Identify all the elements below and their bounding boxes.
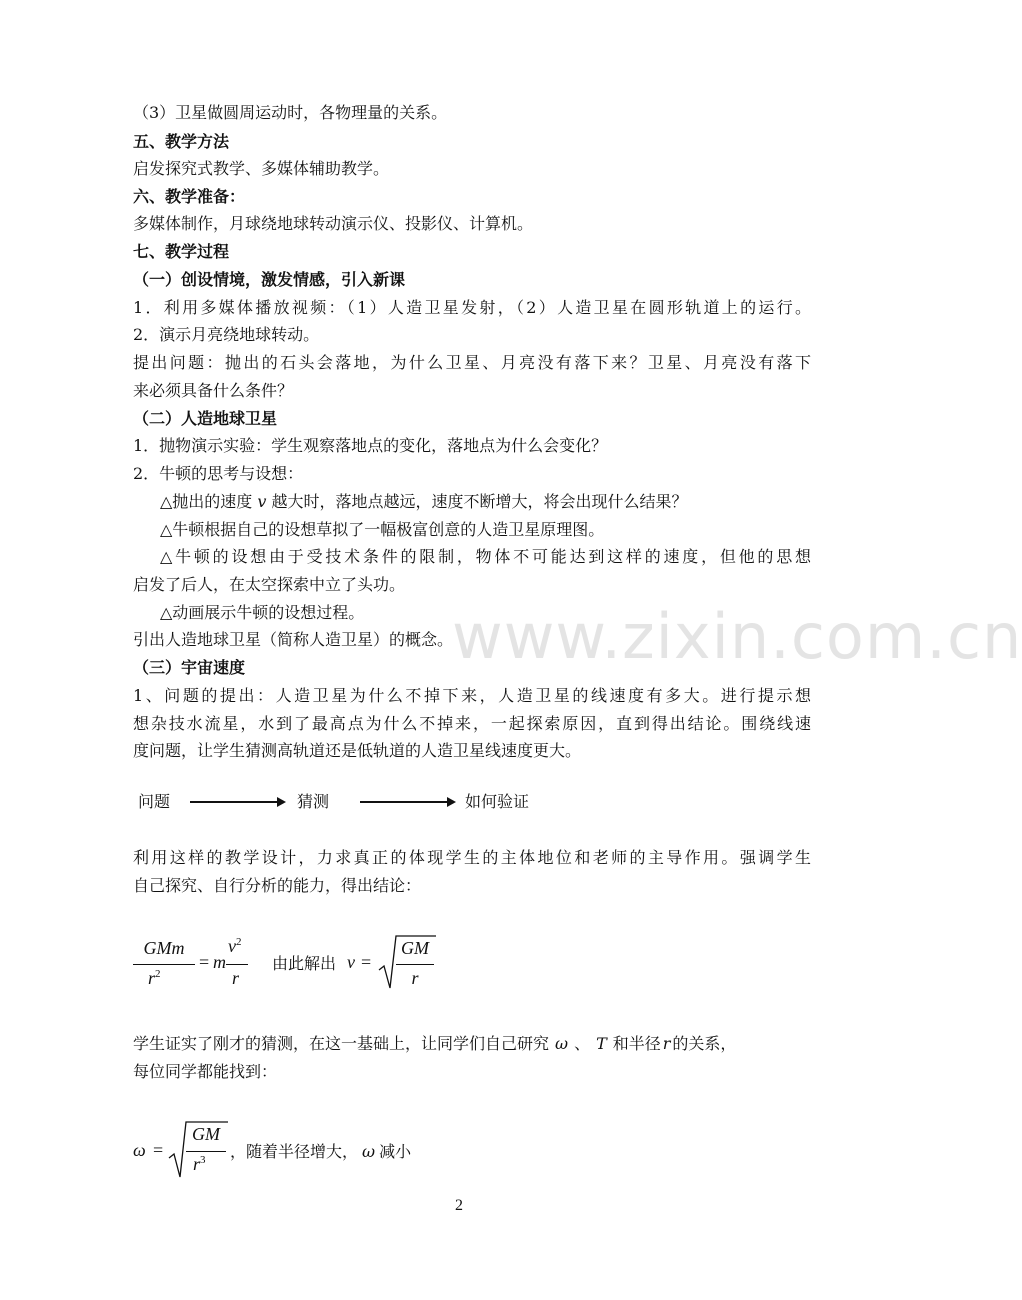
- subheading-3: （三）宇宙速度: [133, 658, 246, 677]
- eq1-fraction-bar-2: [226, 964, 248, 965]
- teaching-method-text: 启发探究式教学、多媒体辅助教学。: [133, 159, 390, 178]
- eq1-denominator: $r^2$: [148, 968, 161, 988]
- subheading-2: （二）人造地球卫星: [133, 409, 278, 428]
- cosmic-line-1: 1、问题的提出：人造卫星为什么不掉下来，人造卫星的线速度有多大。进行提示想: [133, 686, 811, 705]
- heading-preparation: 六、教学准备：: [133, 187, 246, 206]
- flow-arrow-1: [190, 801, 284, 803]
- subheading-1: （一）创设情境，激发情感，引入新课: [133, 270, 406, 289]
- satellite-concept: 引出人造地球卫星（简称人造卫星）的概念。: [133, 630, 454, 649]
- watermark: www.zixin.com.cn: [452, 600, 1022, 673]
- design-line-1: 利用这样的教学设计，力求真正的体现学生的主体地位和老师的主导作用。强调学生: [133, 848, 811, 867]
- objective-3: （3）卫星做圆周运动时，各物理量的关系。: [133, 103, 448, 122]
- triangle-item-3a: △牛顿的设想由于受技术条件的限制，物体不可能达到这样的速度，但他的思想: [160, 547, 811, 566]
- research-line-1: 学生证实了刚才的猜测，在这一基础上，让同学们自己研究 ω 、 T 和半径 r 的关系，: [133, 1034, 737, 1053]
- process-line-1: 1．利用多媒体播放视频：（1）人造卫星发射，（2）人造卫星在圆形轨道上的运行。: [133, 298, 811, 317]
- eq1-equals-2: =: [361, 952, 372, 972]
- triangle-item-2: △牛顿根据自己的设想草拟了一幅极富创意的人造卫星原理图。: [160, 520, 605, 539]
- flow-step-verify: 如何验证: [465, 792, 530, 811]
- question-line-2: 来必须具备什么条件？: [133, 381, 294, 400]
- eq1-sqrt-numerator: GM: [401, 938, 429, 958]
- eq1-numerator-2: $v^2$: [228, 936, 242, 956]
- cosmic-line-3: 度问题，让学生猜测高轨道还是低轨道的人造卫星线速度更大。: [133, 741, 582, 760]
- eq2-sqrt-numerator: GM: [192, 1124, 220, 1144]
- eq2-sqrt-denominator: $r^3$: [193, 1154, 206, 1174]
- flow-step-question: 问题: [138, 792, 171, 811]
- cosmic-line-2: 想杂技水流星，水到了最高点为什么不掉来，一起探索原因，直到得出结论。围绕线速: [133, 714, 811, 733]
- eq2-text: ，随着半径增大， ω 减小: [230, 1142, 412, 1161]
- newton-heading: 2．牛顿的思考与设想：: [133, 464, 304, 483]
- research-line-2: 每位同学都能找到：: [133, 1062, 278, 1081]
- eq1-sqrt-denominator: r: [411, 968, 419, 988]
- eq1-solve-text: 由此解出: [272, 954, 337, 973]
- triangle-item-3b: 启发了后人，在太空探索中立了头功。: [133, 575, 406, 594]
- period-symbol: T: [596, 1034, 607, 1053]
- triangle-item-4: △动画展示牛顿的设想过程。: [160, 603, 365, 622]
- preparation-text: 多媒体制作，月球绕地球转动演示仪、投影仪、计算机。: [133, 214, 534, 233]
- design-line-2: 自己探究、自行分析的能力，得出结论：: [133, 876, 422, 895]
- flow-step-guess: 猜测: [297, 792, 330, 811]
- triangle-item-1: △抛出的速度 v 越大时，落地点越远，速度不断增大，将会出现什么结果？: [160, 492, 688, 511]
- experiment-line: 1．抛物演示实验：学生观察落地点的变化，落地点为什么会变化？: [133, 436, 608, 455]
- radius-symbol: r: [662, 1034, 671, 1053]
- eq2-sqrt-bar: [186, 1151, 226, 1152]
- page-number: 2: [455, 1197, 463, 1214]
- eq2-omega: ω: [133, 1140, 146, 1160]
- heading-process: 七、教学过程: [133, 242, 230, 261]
- eq1-sqrt-bar: [396, 964, 434, 965]
- flow-arrow-2: [360, 801, 454, 803]
- omega-symbol: ω: [555, 1034, 569, 1053]
- eq2-equals: =: [153, 1140, 164, 1160]
- eq1-m: m: [213, 952, 226, 972]
- eq2-omega-2: ω: [362, 1142, 376, 1161]
- eq1-fraction-bar: [133, 964, 195, 965]
- process-line-2: 2．演示月亮绕地球转动。: [133, 325, 320, 344]
- eq1-v: v: [347, 952, 355, 972]
- question-line-1: 提出问题：抛出的石头会落地，为什么卫星、月亮没有落下来？卫星、月亮没有落下: [133, 353, 811, 372]
- heading-teaching-method: 五、教学方法: [133, 132, 230, 151]
- eq1-numerator: GMm: [143, 938, 185, 958]
- eq1-denominator-2: r: [232, 968, 240, 988]
- velocity-symbol: v: [257, 492, 267, 511]
- eq1-equals: =: [199, 952, 210, 972]
